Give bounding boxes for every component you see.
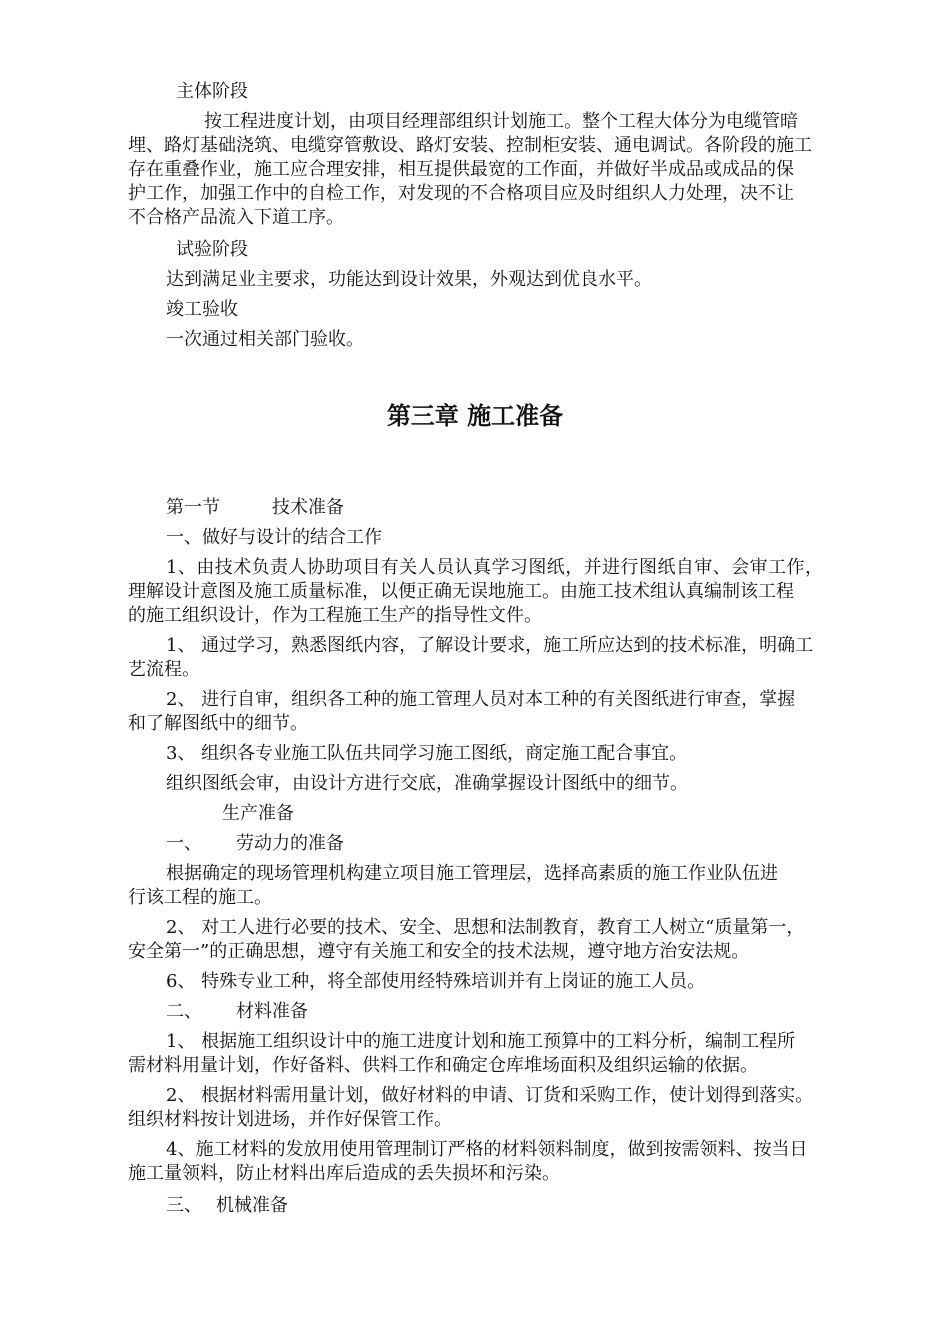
- paragraph-line: 不合格产品流入下道工序。: [128, 207, 344, 228]
- chapter-title: 第三章 施工准备: [386, 402, 564, 430]
- paragraph-line: 1、 根据施工组织设计中的施工进度计划和施工预算中的工料分析，编制工程所: [166, 1031, 796, 1052]
- stage-heading-acceptance: 竣工验收: [166, 299, 238, 320]
- paragraph-line: 埋、路灯基础浇筑、电缆穿管敷设、路灯安装、控制柜安装、通电调试。各阶段的施工: [128, 135, 812, 156]
- subheading-machine: [166, 1194, 288, 1218]
- paragraph-line: 6、 特殊专业工种，将全部使用经特殊培训并有上岗证的施工人员。: [166, 971, 706, 992]
- paragraph-line: 按工程进度计划，由项目经理部组织计划施工。整个工程大体分为电缆管暗: [204, 111, 798, 132]
- paragraph-line: 行该工程的施工。: [128, 887, 272, 908]
- section-title: 技术准备: [272, 497, 344, 518]
- subheading-labor: [166, 832, 344, 856]
- paragraph-line: 组织图纸会审，由设计方进行交底，准确掌握设计图纸中的细节。: [166, 773, 688, 794]
- paragraph-line: 4、施工材料的发放用使用管理制订严格的材料领料制度，做到按需领料、按当日: [166, 1139, 808, 1160]
- paragraph-line: 理解设计意图及施工质量标准，以便正确无误地施工。由施工技术组认真编制该工程: [128, 581, 794, 602]
- paragraph-line: 达到满足业主要求，功能达到设计效果，外观达到优良水平。: [166, 269, 652, 290]
- item-number: 三、: [166, 1195, 202, 1216]
- item-number: 一、: [166, 833, 202, 854]
- paragraph-line: 安全第一”的正确思想，遵守有关施工和安全的技术法规，遵守地方治安法规。: [128, 941, 750, 962]
- paragraph-line: 需材料用量计划，作好备料、供料工作和确定仓库堆场面积及组织运输的依据。: [128, 1055, 758, 1076]
- paragraph-line: 2、 进行自审，组织各工种的施工管理人员对本工种的有关图纸进行审查，掌握: [166, 689, 796, 710]
- paragraph-line: 1、由技术负责人协助项目有关人员认真学习图纸，并进行图纸自审、会审工作，: [166, 557, 823, 578]
- paragraph-line: 护工作，加强工作中的自检工作，对发现的不合格项目应及时组织人力处理，决不让: [128, 183, 794, 204]
- paragraph-line: 3、 组织各专业施工队伍共同学习施工图纸，商定施工配合事宜。: [166, 743, 688, 764]
- item-title: 劳动力的准备: [236, 833, 344, 854]
- stage-heading-test: 试验阶段: [176, 239, 248, 260]
- paragraph-line: 一次通过相关部门验收。: [166, 329, 364, 350]
- item-title: 材料准备: [236, 1001, 308, 1022]
- item-number: 二、: [166, 1001, 202, 1022]
- paragraph-line: 根据确定的现场管理机构建立项目施工管理层，选择高素质的施工作业队伍进: [166, 863, 778, 884]
- paragraph-line: 存在重叠作业，施工应合理安排，相互提供最宽的工作面，并做好半成品或成品的保: [128, 159, 794, 180]
- paragraph-line: 1、 通过学习，熟悉图纸内容，了解设计要求，施工所应达到的技术标准，明确工: [166, 635, 814, 656]
- subheading: 一、做好与设计的结合工作: [166, 527, 382, 548]
- section-heading-tech: [166, 496, 344, 520]
- paragraph-line: 组织材料按计划进场，并作好保管工作。: [128, 1109, 452, 1130]
- paragraph-line: 2、 对工人进行必要的技术、安全、思想和法制教育，教育工人树立“质量第一，: [166, 917, 805, 938]
- section-label: 第一节: [166, 497, 220, 518]
- item-title: 机械准备: [216, 1195, 288, 1216]
- section-heading-production: 生产准备: [222, 803, 294, 824]
- paragraph-line: 施工量领料，防止材料出库后造成的丢失损坏和污染。: [128, 1163, 560, 1184]
- stage-heading-main: 主体阶段: [176, 81, 248, 102]
- paragraph-line: 和了解图纸中的细节。: [128, 713, 308, 734]
- paragraph-line: 的施工组织设计，作为工程施工生产的指导性文件。: [128, 605, 542, 626]
- subheading-material: [166, 1000, 308, 1024]
- paragraph-line: 艺流程。: [128, 659, 200, 680]
- paragraph-line: 2、 根据材料需用量计划，做好材料的申请、订货和采购工作，使计划得到落实。: [166, 1085, 814, 1106]
